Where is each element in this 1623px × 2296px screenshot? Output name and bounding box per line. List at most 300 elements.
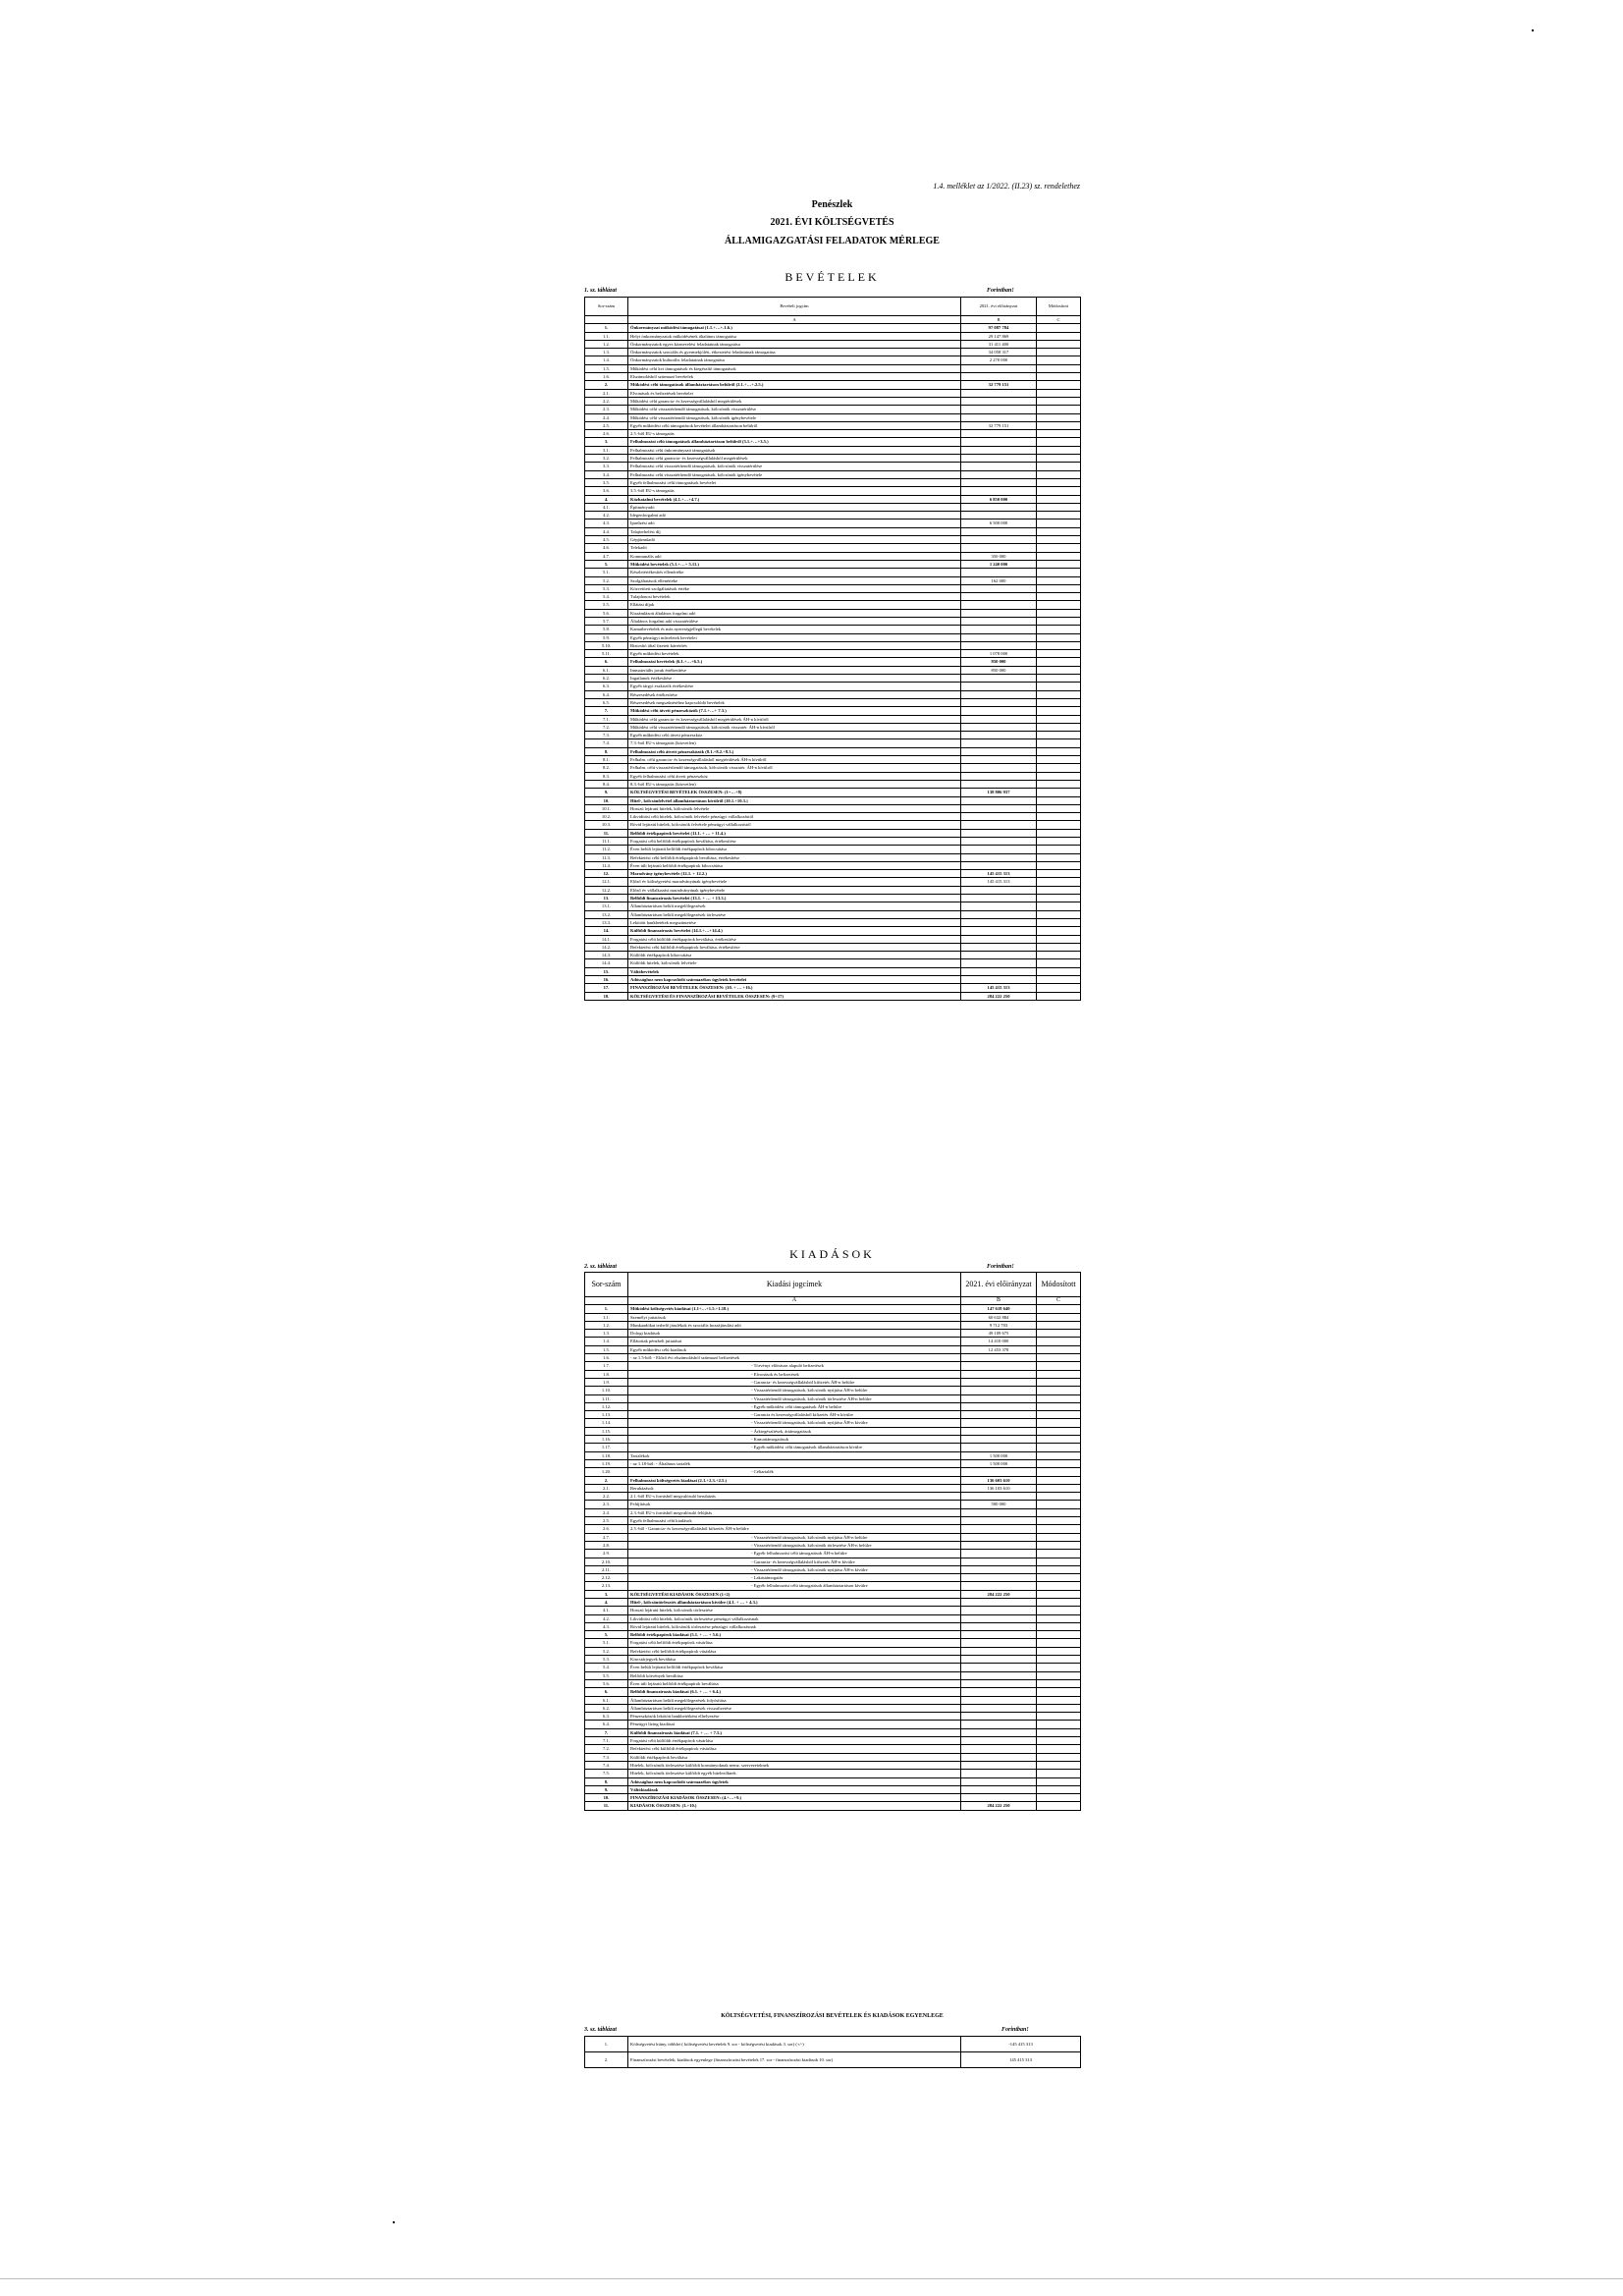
row-number: 1.4. bbox=[585, 1338, 628, 1345]
row-label: FINANSZÍROZÁSI KIADÁSOK ÖSSZESEN: (4.+…+9.) bbox=[628, 1794, 961, 1802]
row-modified-value bbox=[1037, 576, 1081, 584]
row-label: Ellátási díjak bbox=[628, 601, 961, 609]
row-plan-value bbox=[961, 1411, 1037, 1419]
row-label: Személyi juttatások bbox=[628, 1313, 961, 1321]
table-row bbox=[585, 1574, 1081, 1582]
row-plan-value bbox=[961, 1656, 1037, 1664]
table-row bbox=[585, 1631, 1081, 1639]
row-plan-value bbox=[961, 503, 1037, 511]
row-label: Egyéb felhalmozási célú támogatások bevételei bbox=[628, 478, 961, 486]
row-number: 9. bbox=[585, 1785, 628, 1793]
row-number: 4.7. bbox=[585, 552, 628, 560]
row-modified-value bbox=[1037, 1558, 1081, 1565]
row-label: FINANSZÍROZÁSI BEVÉTELEK ÖSSZESEN: (10. + … +16.) bbox=[628, 984, 961, 992]
row-plan-value bbox=[961, 732, 1037, 739]
row-plan-value bbox=[961, 764, 1037, 772]
row-number: 7.1. bbox=[585, 715, 628, 723]
row-modified-value bbox=[1037, 1436, 1081, 1444]
row-modified-value bbox=[1037, 739, 1081, 747]
row-number: 2.4. bbox=[585, 1508, 628, 1516]
row-label: Önkormányzat működési támogatásai (1.1.+…+.1.6.) bbox=[628, 324, 961, 332]
row-number: 7.2. bbox=[585, 723, 628, 731]
table-row bbox=[585, 1402, 1081, 1410]
row-number: 13.1. bbox=[585, 902, 628, 910]
row-label: - Visszatérítendő támogatások, kölcsönök nyújtása ÁH-n kívülre bbox=[628, 1419, 961, 1427]
table-row bbox=[585, 1354, 1081, 1362]
row-modified-value bbox=[1037, 527, 1081, 535]
row-modified-value bbox=[1037, 1354, 1081, 1362]
balance-section-title: KÖLTSÉGVETÉSI, FINANSZÍROZÁSI BEVÉTELEK ÉS KIADÁSOK EGYENLEGE bbox=[721, 2013, 944, 2019]
expenditure-letter-c: C bbox=[1037, 1297, 1081, 1305]
table-row bbox=[585, 2037, 1081, 2052]
table-row bbox=[585, 1696, 1081, 1704]
row-modified-value bbox=[1037, 747, 1081, 755]
row-plan-value bbox=[961, 584, 1037, 592]
row-number: 5.11. bbox=[585, 650, 628, 658]
row-label: Felhalmozási célú visszatérítendő támogatások, kölcsönök visszatérülése bbox=[628, 463, 961, 470]
revenue-unit: Forintban! bbox=[987, 288, 1014, 294]
row-label: Szolgáltatások ellenértéke bbox=[628, 576, 961, 584]
table-row bbox=[585, 373, 1081, 381]
row-modified-value bbox=[1037, 626, 1081, 633]
row-label: - Garancia- és kezességvállalásból kifizetés ÁH-n kívülre bbox=[628, 1558, 961, 1565]
table-row bbox=[585, 1639, 1081, 1647]
row-plan-value bbox=[961, 739, 1037, 747]
balance-unit: Forintban! bbox=[1001, 2027, 1029, 2033]
row-number: 5.2. bbox=[585, 1647, 628, 1655]
row-plan-value bbox=[961, 1550, 1037, 1558]
row-plan-value bbox=[961, 1639, 1037, 1647]
row-modified-value bbox=[1037, 593, 1081, 601]
row-label: Építményadó bbox=[628, 503, 961, 511]
row-plan-value bbox=[961, 927, 1037, 935]
row-plan-value bbox=[961, 463, 1037, 470]
row-label: Közvetített szolgáltatások értéke bbox=[628, 584, 961, 592]
row-label: Dologi kiadások bbox=[628, 1330, 961, 1338]
table-row bbox=[585, 1777, 1081, 1785]
expenditure-table-number: 2. sz. táblázat bbox=[584, 1264, 618, 1270]
table-row bbox=[585, 617, 1081, 625]
row-label: Elvonások és befizetések bevételei bbox=[628, 389, 961, 397]
table-row bbox=[585, 609, 1081, 617]
row-modified-value bbox=[1037, 846, 1081, 853]
expenditure-col-modified: Módosított bbox=[1037, 1273, 1081, 1297]
row-number: 8.3. bbox=[585, 772, 628, 780]
row-plan-value: 32 779 151 bbox=[961, 421, 1037, 429]
row-number: 5.1. bbox=[585, 1639, 628, 1647]
row-number: 5.4. bbox=[585, 593, 628, 601]
table-row bbox=[585, 1737, 1081, 1745]
expenditure-letter-b: B bbox=[961, 1297, 1037, 1305]
table-row bbox=[585, 584, 1081, 592]
row-label: Költségvetési hiány, többlet ( költségvetési bevételek 9. sor - költségvetési kiadások 3. sor) (+/-) bbox=[628, 2037, 961, 2052]
row-plan-value bbox=[961, 373, 1037, 381]
row-plan-value bbox=[961, 1598, 1037, 1606]
row-plan-value: 1 078 000 bbox=[961, 650, 1037, 658]
table-row bbox=[585, 1721, 1081, 1728]
row-plan-value bbox=[961, 1664, 1037, 1671]
row-label: Felhalmozási célú önkormányzati támogatások bbox=[628, 446, 961, 454]
table-row bbox=[585, 861, 1081, 869]
row-modified-value bbox=[1037, 1704, 1081, 1712]
row-modified-value bbox=[1037, 1508, 1081, 1516]
table-row bbox=[585, 821, 1081, 829]
row-label: Államháztartáson belüli megelőlegezések törlesztése bbox=[628, 910, 961, 918]
row-label: Belföldi finanszírozás kiadásai (6.1. + … + 6.4.) bbox=[628, 1688, 961, 1696]
row-modified-value bbox=[1037, 1330, 1081, 1338]
scan-speck bbox=[1532, 29, 1534, 31]
table-row bbox=[585, 1427, 1081, 1435]
table-row bbox=[585, 683, 1081, 690]
row-modified-value bbox=[1037, 838, 1081, 846]
row-modified-value bbox=[1037, 1525, 1081, 1533]
row-number: 4.3. bbox=[585, 519, 628, 527]
row-plan-value bbox=[961, 1679, 1037, 1687]
row-number: 5.2. bbox=[585, 576, 628, 584]
table-row bbox=[585, 870, 1081, 878]
table-row bbox=[585, 918, 1081, 926]
row-modified-value bbox=[1037, 364, 1081, 372]
row-label: Előző év költségvetési maradványának igénybevétele bbox=[628, 878, 961, 886]
row-label: Hitelek, kölcsönök törlesztése külföldi kormányoknak nemz. szervezeteknek bbox=[628, 1761, 961, 1769]
row-modified-value bbox=[1037, 1459, 1081, 1467]
row-plan-value bbox=[961, 756, 1037, 764]
row-plan-value bbox=[961, 593, 1037, 601]
table-row bbox=[585, 1338, 1081, 1345]
row-label: Működési célú visszatérítendő támogatások, kölcsönök visszatér. ÁH-n kívülről bbox=[628, 723, 961, 731]
row-number: 2. bbox=[585, 2052, 628, 2068]
scan-edge-line bbox=[0, 2278, 1623, 2279]
table-row bbox=[585, 1541, 1081, 1549]
row-label: Hosszú lejáratú hitelek, kölcsönök felvétele bbox=[628, 804, 961, 812]
row-number: 1. bbox=[585, 1305, 628, 1313]
row-modified-value bbox=[1037, 478, 1081, 486]
table-row bbox=[585, 1745, 1081, 1753]
row-modified-value bbox=[1037, 1541, 1081, 1549]
row-modified-value bbox=[1037, 1607, 1081, 1614]
table-row bbox=[585, 1451, 1081, 1459]
expenditure-col-title: Kiadási jogcímek bbox=[628, 1273, 961, 1297]
row-number: 14.3. bbox=[585, 952, 628, 959]
row-plan-value: 138 806 937 bbox=[961, 789, 1037, 796]
row-plan-value: 6 850 000 bbox=[961, 495, 1037, 503]
table-row bbox=[585, 1345, 1081, 1353]
row-modified-value bbox=[1037, 495, 1081, 503]
row-label: Önkormányzatok kulturális feladatainak támogatása bbox=[628, 356, 961, 364]
table-row bbox=[585, 772, 1081, 780]
row-number: 10. bbox=[585, 796, 628, 804]
table-row bbox=[585, 1664, 1081, 1671]
row-modified-value bbox=[1037, 1338, 1081, 1345]
row-modified-value bbox=[1037, 324, 1081, 332]
table-row bbox=[585, 1362, 1081, 1370]
table-row bbox=[585, 796, 1081, 804]
row-plan-value: 147 618 640 bbox=[961, 1305, 1037, 1313]
row-number: 1.9. bbox=[585, 1378, 628, 1386]
row-plan-value bbox=[961, 478, 1037, 486]
table-row bbox=[585, 756, 1081, 764]
table-row bbox=[585, 397, 1081, 405]
row-modified-value bbox=[1037, 641, 1081, 649]
revenue-header-row bbox=[585, 298, 1081, 316]
row-number: 1.7. bbox=[585, 1362, 628, 1370]
table-row bbox=[585, 959, 1081, 967]
revenue-letter-row bbox=[585, 316, 1081, 324]
row-modified-value bbox=[1037, 1622, 1081, 1630]
row-label: - Visszatérítendő támogatások, kölcsönök nyújtása ÁH-n belülre bbox=[628, 1387, 961, 1394]
row-label: Befektetési célú belföldi értékpapírok vásárlása bbox=[628, 1647, 961, 1655]
row-modified-value bbox=[1037, 406, 1081, 413]
row-plan-value bbox=[961, 1647, 1037, 1655]
table-row bbox=[585, 593, 1081, 601]
table-row bbox=[585, 519, 1081, 527]
row-modified-value bbox=[1037, 1802, 1081, 1810]
row-modified-value bbox=[1037, 1647, 1081, 1655]
row-label: Külföldi finanszírozás kiadásai (7.1. + … + 7.5.) bbox=[628, 1728, 961, 1736]
revenue-section-title: BEVÉTELEK bbox=[784, 270, 880, 284]
budget-year-title: 2021. ÉVI KÖLTSÉGVETÉS bbox=[770, 217, 894, 228]
row-label: Működési célú kvi támogatások és kiegészítő támogatások bbox=[628, 364, 961, 372]
row-label: Hitel-, kölcsönfelvétel államháztartáson kívülről (10.1.+10.3.) bbox=[628, 796, 961, 804]
row-modified-value bbox=[1037, 1419, 1081, 1427]
row-plan-value bbox=[961, 838, 1037, 846]
row-label: Részesedések értékesítése bbox=[628, 690, 961, 698]
row-number: 4.2. bbox=[585, 512, 628, 519]
row-label: Belföldi értékpapírok kiadásai (5.1. + … + 5.6.) bbox=[628, 1631, 961, 1639]
row-modified-value bbox=[1037, 707, 1081, 715]
table-row bbox=[585, 332, 1081, 340]
table-row bbox=[585, 1688, 1081, 1696]
row-modified-value bbox=[1037, 1688, 1081, 1696]
row-number: 1.15. bbox=[585, 1427, 628, 1435]
row-modified-value bbox=[1037, 1378, 1081, 1386]
row-label: Egyéb működési célú átvett pénzeszköz bbox=[628, 732, 961, 739]
row-label: Helyi önkormányzatok működésének általános támogatása bbox=[628, 332, 961, 340]
row-number: 1.1. bbox=[585, 1313, 628, 1321]
row-label: Forgatási célú belföldi értékpapírok beváltása, értékesítése bbox=[628, 838, 961, 846]
table-row bbox=[585, 1321, 1081, 1329]
table-row bbox=[585, 984, 1081, 992]
table-row bbox=[585, 675, 1081, 683]
table-row bbox=[585, 1704, 1081, 1712]
row-plan-value bbox=[961, 675, 1037, 683]
row-number: 3.5. bbox=[585, 478, 628, 486]
table-row bbox=[585, 1607, 1081, 1614]
row-number: 5.8. bbox=[585, 626, 628, 633]
row-plan-value bbox=[961, 1541, 1037, 1549]
row-modified-value bbox=[1037, 1753, 1081, 1761]
row-number: 5.4. bbox=[585, 1664, 628, 1671]
row-plan-value: 9 712 703 bbox=[961, 1321, 1037, 1329]
table-row bbox=[585, 813, 1081, 821]
row-plan-value: 14 410 000 bbox=[961, 1338, 1037, 1345]
row-modified-value bbox=[1037, 1761, 1081, 1769]
row-modified-value bbox=[1037, 1370, 1081, 1378]
row-modified-value bbox=[1037, 389, 1081, 397]
row-plan-value bbox=[961, 952, 1037, 959]
row-modified-value bbox=[1037, 780, 1081, 788]
row-plan-value: 162 000 bbox=[961, 576, 1037, 584]
table-row bbox=[585, 853, 1081, 861]
table-row bbox=[585, 1533, 1081, 1541]
row-number: 1. bbox=[585, 324, 628, 332]
row-modified-value bbox=[1037, 772, 1081, 780]
revenue-letter-a: A bbox=[628, 316, 961, 324]
row-modified-value bbox=[1037, 446, 1081, 454]
table-row bbox=[585, 478, 1081, 486]
row-number: 2. bbox=[585, 381, 628, 389]
row-label: Egyéb pénzügyi műveletek bevételei bbox=[628, 633, 961, 641]
row-modified-value bbox=[1037, 438, 1081, 446]
row-label: Felhalmozási célú garancia- és kezességvállalásból megtérülések bbox=[628, 455, 961, 463]
row-label: Felhalmozási célú támogatások államháztartáson belülről (3.1.+…+3.5.) bbox=[628, 438, 961, 446]
row-plan-value bbox=[961, 470, 1037, 478]
row-modified-value bbox=[1037, 952, 1081, 959]
row-plan-value: 60 632 884 bbox=[961, 1313, 1037, 1321]
row-label: Felhalmozási célú visszatérítendő támogatások, kölcsönök igénybevétele bbox=[628, 470, 961, 478]
row-label: Előző év vállalkozási maradványának igénybevétele bbox=[628, 886, 961, 894]
table-row bbox=[585, 1728, 1081, 1736]
row-label: Egyéb felhalmozási célú átvett pénzeszköz bbox=[628, 772, 961, 780]
row-label: KÖLTSÉGVETÉSI KIADÁSOK ÖSSZESEN (1+2) bbox=[628, 1590, 961, 1598]
table-row bbox=[585, 1713, 1081, 1721]
row-number: 1.3. bbox=[585, 349, 628, 356]
table-row bbox=[585, 764, 1081, 772]
row-plan-value bbox=[961, 861, 1037, 869]
table-row bbox=[585, 715, 1081, 723]
table-row bbox=[585, 1313, 1081, 1321]
row-plan-value bbox=[961, 1468, 1037, 1476]
row-label: Működési bevételek (5.1.+…+ 5.11.) bbox=[628, 560, 961, 568]
row-plan-value bbox=[961, 1354, 1037, 1362]
row-label: Működési célú átvett pénzeszközök (7.1.+…+ 7.3.) bbox=[628, 707, 961, 715]
row-modified-value bbox=[1037, 487, 1081, 495]
row-plan-value bbox=[961, 1671, 1037, 1679]
expenditure-table bbox=[584, 1272, 1081, 1811]
row-modified-value bbox=[1037, 1671, 1081, 1679]
row-modified-value bbox=[1037, 413, 1081, 421]
row-number: 6.3. bbox=[585, 683, 628, 690]
table-row bbox=[585, 1550, 1081, 1558]
row-number: 2.4. bbox=[585, 413, 628, 421]
row-label: Forgatási célú külföldi értékpapírok beváltása, értékesítése bbox=[628, 935, 961, 943]
row-label: Váltóbevételek bbox=[628, 967, 961, 975]
table-row bbox=[585, 1679, 1081, 1687]
table-row bbox=[585, 1419, 1081, 1427]
row-modified-value bbox=[1037, 1468, 1081, 1476]
row-plan-value bbox=[961, 1777, 1037, 1785]
row-label: Hitel-, kölcsöntörlesztés államháztartáson kívülre (4.1. + … + 4.3.) bbox=[628, 1598, 961, 1606]
row-plan-value bbox=[961, 569, 1037, 576]
row-number: 3.3. bbox=[585, 463, 628, 470]
row-label: Hitelek, kölcsönök törlesztése külföldi egyéb hitelezőknek bbox=[628, 1770, 961, 1777]
row-number: 4. bbox=[585, 1598, 628, 1606]
row-plan-value: 136 603 610 bbox=[961, 1476, 1037, 1484]
row-number: 14.2. bbox=[585, 943, 628, 951]
row-label: Felújítások bbox=[628, 1501, 961, 1508]
row-label: Elszámolásból származó bevételek bbox=[628, 373, 961, 381]
row-label: Talajterhelési díj bbox=[628, 527, 961, 535]
table-row bbox=[585, 1622, 1081, 1630]
row-plan-value bbox=[961, 633, 1037, 641]
row-label: Gépjárműadó bbox=[628, 536, 961, 544]
row-label: Belföldi értékpapírok bevételei (11.1. + … + 11.4.) bbox=[628, 829, 961, 837]
row-plan-value: 49 109 675 bbox=[961, 1330, 1037, 1338]
row-label: Befektetési célú belföldi értékpapírok beváltása, értékesítése bbox=[628, 853, 961, 861]
row-plan-value bbox=[961, 1704, 1037, 1712]
row-modified-value bbox=[1037, 1679, 1081, 1687]
row-label: Éven túli lejáratú belföldi értékpapírok beváltása bbox=[628, 1679, 961, 1687]
row-number: 6.4. bbox=[585, 690, 628, 698]
table-row bbox=[585, 846, 1081, 853]
row-number: 2.9. bbox=[585, 1550, 628, 1558]
table-row bbox=[585, 601, 1081, 609]
row-number: 7.5. bbox=[585, 1770, 628, 1777]
table-row bbox=[585, 569, 1081, 576]
row-label: 2.5.-ből EU-s támogatás bbox=[628, 430, 961, 438]
row-label: Felhalm. célú visszatérítendő támogatások, kölcsönök visszatér. ÁH-n kívülről bbox=[628, 764, 961, 772]
row-number: 11.1. bbox=[585, 838, 628, 846]
row-modified-value bbox=[1037, 1737, 1081, 1745]
row-number: 3. bbox=[585, 438, 628, 446]
row-modified-value bbox=[1037, 967, 1081, 975]
row-number: 2.8. bbox=[585, 1541, 628, 1549]
row-modified-value bbox=[1037, 1427, 1081, 1435]
row-plan-value bbox=[961, 1785, 1037, 1793]
table-row bbox=[585, 1761, 1081, 1769]
row-number: 5.6. bbox=[585, 1679, 628, 1687]
row-modified-value bbox=[1037, 886, 1081, 894]
row-plan-value bbox=[961, 1728, 1037, 1736]
row-label: Egyéb felhalmozási célú kiadások bbox=[628, 1517, 961, 1525]
row-modified-value bbox=[1037, 732, 1081, 739]
table-row bbox=[585, 1565, 1081, 1573]
row-plan-value bbox=[961, 1402, 1037, 1410]
row-label: - Egyéb felhalmozási célú támogatások ÁH-n belülre bbox=[628, 1550, 961, 1558]
row-plan-value bbox=[961, 1721, 1037, 1728]
row-plan-value bbox=[961, 609, 1037, 617]
row-modified-value bbox=[1037, 853, 1081, 861]
row-number: 5.7. bbox=[585, 617, 628, 625]
row-number: 8. bbox=[585, 1777, 628, 1785]
row-number: 12.1. bbox=[585, 878, 628, 886]
row-label: Belföldi finanszírozás bevételei (13.1. + … + 13.3.) bbox=[628, 895, 961, 902]
row-number: 1.13. bbox=[585, 1411, 628, 1419]
row-label: Külföldi hitelek, kölcsönök felvétele bbox=[628, 959, 961, 967]
row-label: Lekötött bankbetétek megszüntetése bbox=[628, 918, 961, 926]
row-plan-value bbox=[961, 1574, 1037, 1582]
table-row bbox=[585, 698, 1081, 706]
row-label: Iparűzési adó bbox=[628, 519, 961, 527]
row-label: Hosszú lejáratú hitelek, kölcsönök törlesztése bbox=[628, 1607, 961, 1614]
row-label: - Törvényi előíráson alapuló befizetések bbox=[628, 1362, 961, 1370]
row-label: 8.3.-ból EU-s támogatás (közvetlen) bbox=[628, 780, 961, 788]
row-label: Biztosító által fizetett kártérítés bbox=[628, 641, 961, 649]
row-plan-value bbox=[961, 544, 1037, 552]
row-number: 2.3. bbox=[585, 1501, 628, 1508]
table-row bbox=[585, 1614, 1081, 1622]
row-number: 1.5. bbox=[585, 1345, 628, 1353]
row-modified-value bbox=[1037, 1656, 1081, 1664]
row-modified-value bbox=[1037, 756, 1081, 764]
row-plan-value bbox=[961, 1753, 1037, 1761]
row-modified-value bbox=[1037, 910, 1081, 918]
row-number: 2.12. bbox=[585, 1574, 628, 1582]
table-row bbox=[585, 1671, 1081, 1679]
row-number: 2.5. bbox=[585, 421, 628, 429]
row-plan-value: 6 500 000 bbox=[961, 519, 1037, 527]
row-number: 5.5. bbox=[585, 1671, 628, 1679]
